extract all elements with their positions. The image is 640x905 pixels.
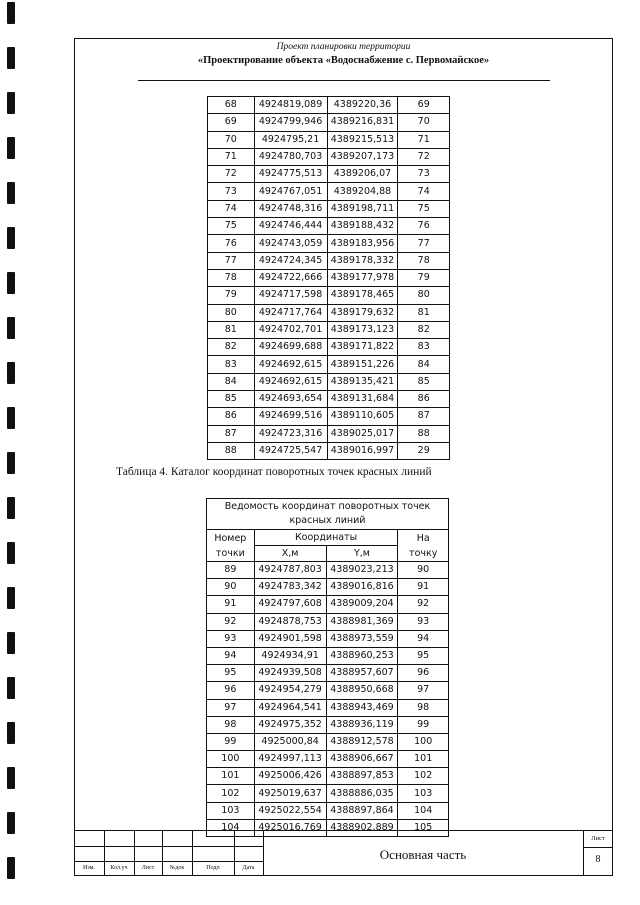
table-row [208, 183, 450, 200]
cell-point: 87 [208, 425, 255, 442]
cell-x: 4924934,91 [254, 647, 326, 664]
cell-x: 4924699,688 [254, 339, 327, 356]
cell-y: 4389151,226 [327, 356, 398, 373]
cell-to-point: 96 [398, 665, 449, 682]
table-row [208, 391, 450, 408]
cell-x: 4924780,703 [254, 148, 327, 165]
cell-point: 89 [207, 562, 255, 579]
cell-y: 4389016,816 [326, 579, 398, 596]
cell-to-point: 72 [398, 148, 450, 165]
cell-y: 4389023,213 [326, 562, 398, 579]
table-row [208, 321, 450, 338]
table-row [207, 751, 449, 768]
cell-to-point: 90 [398, 562, 449, 579]
cell-x: 4925019,637 [254, 785, 326, 802]
table-row [208, 114, 450, 131]
cell-point: 102 [207, 785, 255, 802]
cell-x: 4925016,769 [254, 819, 326, 836]
cell-point: 91 [207, 596, 255, 613]
cell-point: 98 [207, 716, 255, 733]
table4-caption: Таблица 4. Каталог координат поворотных точек красных линий [116, 466, 432, 478]
table-row [208, 235, 450, 252]
cell-x: 4924878,753 [254, 613, 326, 630]
table-row [207, 562, 449, 579]
cell-point: 99 [207, 733, 255, 750]
cell-point: 80 [208, 304, 255, 321]
table-row [208, 97, 450, 114]
cell-to-point: 74 [398, 183, 450, 200]
cell-to-point: 78 [398, 252, 450, 269]
cell-to-point: 95 [398, 647, 449, 664]
table-row [208, 200, 450, 217]
col-header-coordinates: Координаты [254, 530, 398, 546]
cell-x: 4924692,615 [254, 373, 327, 390]
sheet-label: Лист [591, 835, 605, 842]
cell-point: 93 [207, 630, 255, 647]
table-row [208, 373, 450, 390]
table-row [207, 716, 449, 733]
cell-point: 85 [208, 391, 255, 408]
title-block [74, 830, 613, 876]
cell-x: 4924775,513 [254, 166, 327, 183]
cell-y: 4389183,956 [327, 235, 398, 252]
cell-x: 4925022,554 [254, 802, 326, 819]
cell-to-point: 73 [398, 166, 450, 183]
cell-x: 4924748,316 [254, 200, 327, 217]
cell-x: 4924964,541 [254, 699, 326, 716]
cell-point: 68 [208, 97, 255, 114]
cell-x: 4924767,051 [254, 183, 327, 200]
cell-y: 4389016,997 [327, 442, 398, 459]
col-header-y: Y,м [326, 546, 398, 562]
header-divider [138, 80, 550, 81]
table-row [208, 166, 450, 183]
cell-x: 4924702,701 [254, 321, 327, 338]
table-row [207, 785, 449, 802]
cell-point: 101 [207, 768, 255, 785]
cell-x: 4924723,316 [254, 425, 327, 442]
cell-to-point: 86 [398, 391, 450, 408]
cell-x: 4924997,113 [254, 751, 326, 768]
cell-x: 4924699,516 [254, 408, 327, 425]
cell-to-point: 93 [398, 613, 449, 630]
cell-y: 4389179,632 [327, 304, 398, 321]
cell-y: 4388886,035 [326, 785, 398, 802]
table-row [208, 425, 450, 442]
cell-to-point: 103 [398, 785, 449, 802]
cell-to-point: 84 [398, 356, 450, 373]
cell-x: 4924783,342 [254, 579, 326, 596]
sheet-number: 8 [595, 854, 601, 865]
table-row [207, 802, 449, 819]
cell-y: 4389188,432 [327, 218, 398, 235]
cell-x: 4924693,654 [254, 391, 327, 408]
cell-y: 4389110,605 [327, 408, 398, 425]
cell-to-point: 101 [398, 751, 449, 768]
cell-to-point: 91 [398, 579, 449, 596]
cell-point: 79 [208, 287, 255, 304]
cell-y: 4389131,684 [327, 391, 398, 408]
cell-point: 86 [208, 408, 255, 425]
table-row [208, 356, 450, 373]
cell-y: 4388897,864 [326, 802, 398, 819]
cell-to-point: 94 [398, 630, 449, 647]
cell-to-point: 76 [398, 218, 450, 235]
table-row [208, 148, 450, 165]
cell-x: 4924975,352 [254, 716, 326, 733]
table-row [208, 287, 450, 304]
cell-to-point: 79 [398, 269, 450, 286]
cell-to-point: 71 [398, 131, 450, 148]
cell-y: 4389025,017 [327, 425, 398, 442]
cell-y: 4388950,668 [326, 682, 398, 699]
cell-x: 4924797,608 [254, 596, 326, 613]
col-header-x: X,м [254, 546, 326, 562]
cell-to-point: 102 [398, 768, 449, 785]
coordinates-table-continued [207, 96, 450, 460]
table-row [208, 408, 450, 425]
cell-to-point: 83 [398, 339, 450, 356]
stamp-label-change: Изм. [83, 865, 95, 871]
cell-y: 4388981,369 [326, 613, 398, 630]
cell-y: 4389216,831 [327, 114, 398, 131]
table-row [207, 579, 449, 596]
cell-point: 71 [208, 148, 255, 165]
cell-to-point: 80 [398, 287, 450, 304]
table-row [207, 768, 449, 785]
cell-to-point: 85 [398, 373, 450, 390]
table-row [208, 218, 450, 235]
cell-to-point: 97 [398, 682, 449, 699]
cell-y: 4388906,667 [326, 751, 398, 768]
cell-point: 95 [207, 665, 255, 682]
cell-x: 4925000,84 [254, 733, 326, 750]
cell-point: 83 [208, 356, 255, 373]
cell-point: 100 [207, 751, 255, 768]
cell-point: 70 [208, 131, 255, 148]
binding-holes [3, 0, 23, 905]
cell-to-point: 75 [398, 200, 450, 217]
table-row [207, 647, 449, 664]
cell-y: 4388973,559 [326, 630, 398, 647]
stamp-label-date: Дата [242, 865, 255, 871]
table4-title: Ведомость координат поворотных точек красных линий [207, 499, 449, 530]
cell-point: 78 [208, 269, 255, 286]
table-row [207, 613, 449, 630]
stamp-label-doc: №док [169, 865, 185, 871]
cell-to-point: 92 [398, 596, 449, 613]
cell-point: 69 [208, 114, 255, 131]
cell-x: 4924746,444 [254, 218, 327, 235]
cell-point: 76 [208, 235, 255, 252]
cell-y: 4388902,889 [326, 819, 398, 836]
stamp-label-signature: Подп [206, 865, 220, 871]
cell-x: 4924954,279 [254, 682, 326, 699]
cell-to-point: 82 [398, 321, 450, 338]
cell-to-point: 70 [398, 114, 450, 131]
table-row [207, 682, 449, 699]
cell-point: 75 [208, 218, 255, 235]
cell-y: 4388957,607 [326, 665, 398, 682]
table-row [208, 269, 450, 286]
cell-y: 4389215,513 [327, 131, 398, 148]
project-title: «Проектирование объекта «Водоснабжение с. Первомайское» [197, 55, 490, 66]
col-header-to-point: На точку [398, 530, 449, 562]
cell-x: 4924725,547 [254, 442, 327, 459]
table-row [208, 131, 450, 148]
cell-to-point: 81 [398, 304, 450, 321]
cell-y: 4389220,36 [327, 97, 398, 114]
cell-y: 4389173,123 [327, 321, 398, 338]
stamp-label-qty: Кол.уч [110, 865, 128, 871]
cell-x: 4924795,21 [254, 131, 327, 148]
cell-y: 4388897,853 [326, 768, 398, 785]
cell-x: 4924743,059 [254, 235, 327, 252]
table-row [207, 733, 449, 750]
table-row [208, 442, 450, 459]
cell-point: 103 [207, 802, 255, 819]
cell-to-point: 99 [398, 716, 449, 733]
table-row [207, 665, 449, 682]
cell-x: 4924722,666 [254, 269, 327, 286]
cell-y: 4388912,578 [326, 733, 398, 750]
col-header-point-number: Номер точки [207, 530, 255, 562]
cell-point: 90 [207, 579, 255, 596]
section-title: Основная часть [379, 847, 467, 862]
table-row [208, 339, 450, 356]
project-subtitle: Проект планировки территории [276, 42, 411, 52]
cell-y: 4388936,119 [326, 716, 398, 733]
cell-point: 88 [208, 442, 255, 459]
table-row [208, 304, 450, 321]
cell-y: 4389178,332 [327, 252, 398, 269]
cell-x: 4924717,598 [254, 287, 327, 304]
cell-to-point: 69 [398, 97, 450, 114]
cell-point: 97 [207, 699, 255, 716]
cell-x: 4924939,508 [254, 665, 326, 682]
cell-point: 74 [208, 200, 255, 217]
cell-y: 4389135,421 [327, 373, 398, 390]
cell-x: 4925006,426 [254, 768, 326, 785]
cell-y: 4389009,204 [326, 596, 398, 613]
cell-x: 4924692,615 [254, 356, 327, 373]
cell-to-point: 104 [398, 802, 449, 819]
cell-to-point: 100 [398, 733, 449, 750]
cell-point: 72 [208, 166, 255, 183]
cell-point: 81 [208, 321, 255, 338]
cell-y: 4388960,253 [326, 647, 398, 664]
cell-x: 4924717,764 [254, 304, 327, 321]
cell-x: 4924901,598 [254, 630, 326, 647]
cell-to-point: 77 [398, 235, 450, 252]
cell-to-point: 105 [398, 819, 449, 836]
cell-to-point: 88 [398, 425, 450, 442]
cell-point: 104 [207, 819, 255, 836]
cell-point: 82 [208, 339, 255, 356]
cell-y: 4389204,88 [327, 183, 398, 200]
cell-to-point: 98 [398, 699, 449, 716]
cell-y: 4389177,978 [327, 269, 398, 286]
cell-point: 77 [208, 252, 255, 269]
cell-x: 4924787,803 [254, 562, 326, 579]
stamp-label-sheet: Лист [141, 865, 155, 871]
cell-x: 4924819,089 [254, 97, 327, 114]
table-row [208, 252, 450, 269]
table-row [207, 596, 449, 613]
cell-y: 4389171,822 [327, 339, 398, 356]
cell-x: 4924724,345 [254, 252, 327, 269]
table-row [207, 630, 449, 647]
red-lines-coordinates-table [206, 498, 449, 837]
cell-point: 84 [208, 373, 255, 390]
cell-to-point: 29 [398, 442, 450, 459]
cell-point: 96 [207, 682, 255, 699]
cell-to-point: 87 [398, 408, 450, 425]
cell-point: 94 [207, 647, 255, 664]
cell-point: 73 [208, 183, 255, 200]
cell-y: 4388943,469 [326, 699, 398, 716]
table-row [207, 699, 449, 716]
cell-y: 4389207,173 [327, 148, 398, 165]
cell-y: 4389206,07 [327, 166, 398, 183]
cell-point: 92 [207, 613, 255, 630]
cell-y: 4389178,465 [327, 287, 398, 304]
cell-x: 4924799,946 [254, 114, 327, 131]
cell-y: 4389198,711 [327, 200, 398, 217]
